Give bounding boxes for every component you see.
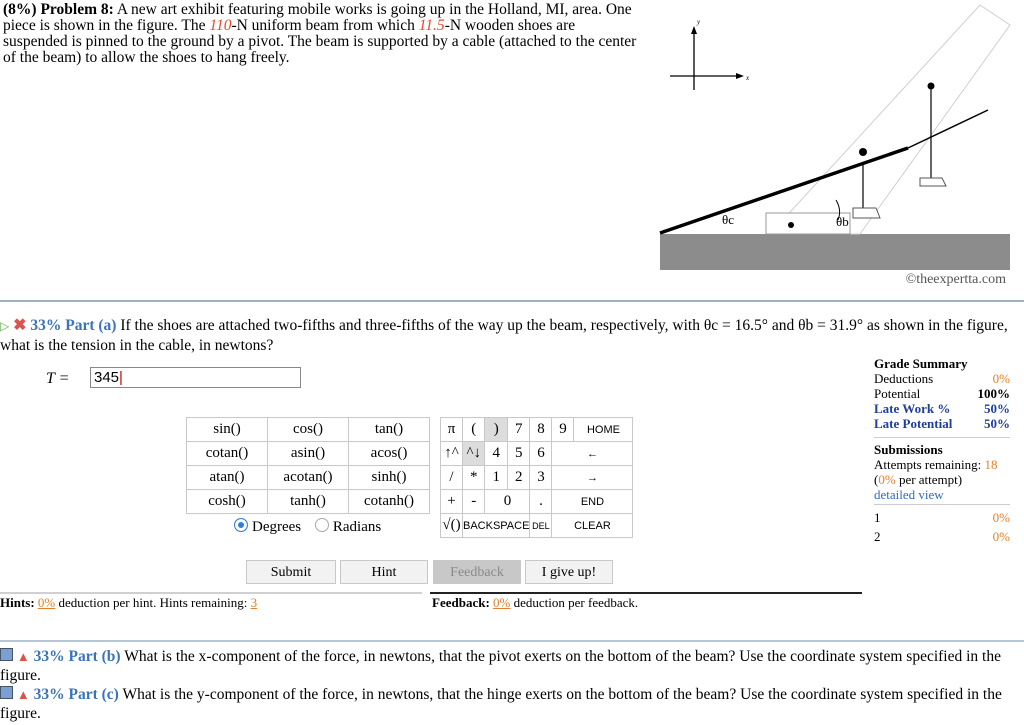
calc-sinh[interactable]: sinh()	[349, 466, 430, 490]
calc-minus[interactable]: -	[463, 490, 485, 514]
calc-6[interactable]: 6	[530, 442, 552, 466]
expand-square-icon[interactable]	[0, 648, 13, 661]
calc-down[interactable]: ^↓	[463, 442, 485, 466]
calc-acotan[interactable]: acotan()	[268, 466, 349, 490]
calc-close-paren[interactable]: )	[485, 418, 507, 442]
warning-icon: ▲	[16, 649, 30, 664]
separator-bottom	[0, 640, 1024, 642]
per-attempt-pct: 0%	[878, 472, 896, 487]
feedback-divider	[430, 592, 862, 594]
calc-tan[interactable]: tan()	[349, 418, 430, 442]
calc-8[interactable]: 8	[530, 418, 552, 442]
calc-sin[interactable]: sin()	[187, 418, 268, 442]
answer-value: 345	[94, 369, 120, 386]
feedback-label: Feedback:	[432, 595, 490, 610]
calc-multiply[interactable]: *	[463, 466, 485, 490]
pivot-dot	[788, 222, 794, 228]
submission-row-2-num: 2	[874, 529, 881, 544]
calc-3[interactable]: 3	[530, 466, 552, 490]
beam-figure	[650, 0, 1024, 275]
problem-text-2: -N uniform beam from which	[231, 17, 419, 34]
calc-1[interactable]: 1	[485, 466, 507, 490]
problem-text-1: A new art exhibit featuring mobile works is going up in the Holland, MI, area. One piece is shown in the figure. The	[3, 1, 632, 34]
grade-title: Grade Summary	[874, 356, 968, 371]
per-attempt-text: per attempt)	[898, 472, 963, 487]
degrees-option[interactable]	[234, 519, 301, 535]
hint-button[interactable]: Hint	[340, 560, 428, 584]
calc-7[interactable]: 7	[507, 418, 530, 442]
x-axis-label: x	[746, 74, 750, 82]
calc-cotan[interactable]: cotan()	[187, 442, 268, 466]
problem-statement	[3, 2, 643, 66]
shoe-1	[853, 208, 880, 218]
calc-right-arrow[interactable]: →	[552, 466, 633, 490]
separator	[0, 300, 1024, 302]
hints-text: deduction per hint. Hints remaining:	[58, 595, 248, 610]
problem-header: (8%) Problem 8:	[3, 1, 114, 18]
answer-label: T =	[46, 370, 70, 387]
calc-open-paren[interactable]: (	[463, 418, 485, 442]
submission-row-1-value: 0%	[992, 510, 1010, 525]
calc-cosh[interactable]: cosh()	[187, 490, 268, 514]
potential-value: 100%	[977, 386, 1010, 401]
calculator-functions	[186, 417, 430, 514]
attempts-label: Attempts remaining:	[874, 457, 982, 472]
part-b-label: Part (b)	[68, 648, 121, 665]
calc-clear[interactable]: CLEAR	[552, 514, 633, 538]
part-c-question	[0, 685, 1020, 723]
submission-row-2-value: 0%	[992, 529, 1010, 544]
part-b-text: What is the x-component of the force, in newtons, that the pivot exerts on the bottom of the beam? Use the coordinate system specified in the figure.	[0, 648, 1001, 684]
hints-divider	[0, 592, 422, 594]
calc-left-arrow[interactable]: ←	[552, 442, 633, 466]
incorrect-x-icon: ✖	[13, 317, 27, 334]
feedback-pct: 0%	[493, 595, 511, 610]
theta-b-label: θb	[836, 214, 849, 229]
submission-row-1-num: 1	[874, 510, 881, 525]
calc-home[interactable]: HOME	[574, 418, 633, 442]
calculator-keys	[440, 417, 633, 538]
radians-option[interactable]	[315, 519, 381, 535]
calc-backspace[interactable]: BACKSPACE	[463, 514, 530, 538]
calc-divide[interactable]: /	[441, 466, 463, 490]
part-c-text: What is the y-component of the force, in newtons, that the hinge exerts on the bottom of the beam? Use the coordinate system specified in the figure.	[0, 686, 1002, 722]
calc-end[interactable]: END	[552, 490, 633, 514]
expand-triangle-icon[interactable]: ▷	[0, 319, 10, 333]
calc-atan[interactable]: atan()	[187, 466, 268, 490]
grade-summary: Grade Summary Deductions 0% Potential 100% Late Work % 50% Late Potential 50% Submissions Attempts remaining: 18 (0% per attempt) detailed view 1 0% 2 0%	[874, 356, 1010, 544]
potential-label: Potential	[874, 386, 921, 401]
part-b-question	[0, 647, 1020, 685]
degrees-radio[interactable]	[234, 518, 248, 532]
feedback-info	[432, 595, 638, 611]
part-c-label: Part (c)	[68, 686, 119, 703]
expand-square-icon[interactable]	[0, 686, 13, 699]
submissions-title: Submissions	[874, 442, 943, 457]
calc-5[interactable]: 5	[507, 442, 530, 466]
calc-9[interactable]: 9	[552, 418, 574, 442]
calc-2[interactable]: 2	[507, 466, 530, 490]
calc-pi[interactable]: π	[441, 418, 463, 442]
theta-c-label: θc	[722, 212, 734, 227]
hints-info	[0, 595, 257, 611]
shoe-weight: 11.5	[418, 17, 445, 34]
shoe-anchor-2	[928, 83, 935, 90]
shoe-2	[920, 178, 946, 186]
part-b-percent: 33%	[33, 648, 65, 665]
give-up-button[interactable]: I give up!	[525, 560, 613, 584]
degrees-label: Degrees	[252, 519, 302, 535]
calc-0[interactable]: 0	[485, 490, 530, 514]
angle-mode	[186, 518, 436, 544]
deductions-value: 0%	[992, 371, 1010, 386]
calc-sqrt[interactable]: √()	[441, 514, 463, 538]
part-a-text: If the shoes are attached two-fifths and three-fifths of the way up the beam, respectively, with θc = 16.5° and θb = 31.9° as shown in the figure, what is the tension in the cable, in newtons?	[0, 317, 1008, 354]
ground	[660, 234, 1010, 270]
y-arrow	[691, 26, 697, 34]
calc-4[interactable]: 4	[485, 442, 507, 466]
late-work-value: 50%	[984, 401, 1010, 416]
late-potential-value: 50%	[984, 416, 1010, 431]
answer-input[interactable]: 345|	[90, 367, 301, 388]
calc-acos[interactable]: acos()	[349, 442, 430, 466]
calc-plus[interactable]: +	[441, 490, 463, 514]
calc-dot[interactable]: .	[530, 490, 552, 514]
calc-tanh[interactable]: tanh()	[268, 490, 349, 514]
calc-cotanh[interactable]: cotanh()	[349, 490, 430, 514]
attempts-value: 18	[984, 457, 998, 472]
calc-del[interactable]: DEL	[530, 514, 552, 538]
cable	[908, 110, 988, 148]
x-arrow	[736, 73, 744, 79]
problem-text-3: -N wooden shoes are suspended is pinned to the ground by a pivot. The beam is supported by a cable (attached to the center of the beam) to allow the shoes to hang freely.	[3, 17, 637, 66]
calc-up[interactable]: ↑^	[441, 442, 463, 466]
part-a-percent: 33%	[30, 317, 62, 334]
shoe-anchor-1	[859, 148, 867, 156]
late-work-label: Late Work %	[874, 401, 951, 416]
part-a-label: Part (a)	[65, 317, 117, 334]
figure-credit: ©theexpertta.com	[905, 272, 1006, 287]
deductions-label: Deductions	[874, 371, 934, 386]
radians-radio[interactable]	[315, 518, 329, 532]
y-axis-label: y	[697, 18, 701, 26]
part-c-percent: 33%	[33, 686, 65, 703]
background-outline	[770, 5, 1010, 234]
feedback-button: Feedback	[433, 560, 521, 584]
beam-weight: 110	[209, 17, 232, 34]
submit-button[interactable]: Submit	[246, 560, 336, 584]
warning-icon: ▲	[16, 687, 30, 702]
radians-label: Radians	[332, 519, 382, 535]
hints-pct: 0%	[37, 595, 56, 610]
hints-label: Hints:	[0, 595, 35, 610]
late-potential-label: Late Potential	[874, 416, 953, 431]
hints-remaining: 3	[250, 595, 258, 610]
feedback-text: deduction per feedback.	[513, 595, 639, 610]
calc-cos[interactable]: cos()	[268, 418, 349, 442]
part-a-question	[0, 316, 1020, 355]
detailed-view-link[interactable]: detailed view	[874, 487, 944, 502]
calc-asin[interactable]: asin()	[268, 442, 349, 466]
